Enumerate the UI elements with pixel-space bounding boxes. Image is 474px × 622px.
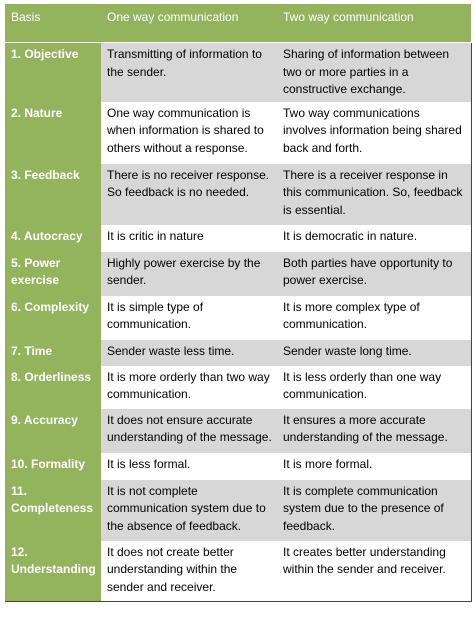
comparison-table-container — [5, 4, 471, 602]
table-row — [5, 409, 471, 453]
header-two-way: Two way communication — [277, 4, 471, 43]
row-basis: 1. Objective — [5, 43, 101, 102]
row-basis: 7. Time — [5, 340, 101, 366]
comparison-table — [5, 4, 472, 602]
row-one-way: It is more orderly than two way communication. — [101, 366, 277, 409]
row-two-way: It is more complex type of communication. — [277, 296, 471, 340]
row-basis: 11. Completeness — [5, 480, 101, 541]
table-row — [5, 480, 471, 541]
row-two-way: It is complete communication system due to the presence of feedback. — [277, 480, 471, 541]
header-basis: Basis — [5, 4, 101, 43]
row-two-way: Sharing of information between two or more parties in a constructive exchange. — [277, 43, 471, 102]
table-row — [5, 102, 471, 164]
row-basis: 5. Power exercise — [5, 252, 101, 296]
row-one-way: It does not ensure accurate understanding of the message. — [101, 409, 277, 453]
table-header-row — [5, 4, 471, 43]
row-two-way: Both parties have opportunity to power exercise. — [277, 252, 471, 296]
row-one-way: It does not create better understanding within the sender and receiver. — [101, 541, 277, 602]
row-basis: 9. Accuracy — [5, 409, 101, 453]
header-one-way: One way communication — [101, 4, 277, 43]
row-one-way: There is no receiver response. So feedback is no needed. — [101, 164, 277, 225]
row-one-way: It is critic in nature — [101, 225, 277, 252]
row-one-way: One way communication is when information is shared to others without a response. — [101, 102, 277, 164]
row-two-way: It is less orderly than one way communication. — [277, 366, 471, 409]
row-basis: 6. Complexity — [5, 296, 101, 340]
row-one-way: Transmitting of information to the sender. — [101, 43, 277, 102]
table-row — [5, 366, 471, 409]
table-row — [5, 340, 471, 366]
row-two-way: Two way communications involves information being shared back and forth. — [277, 102, 471, 164]
table-row — [5, 453, 471, 480]
table-row — [5, 43, 471, 102]
row-two-way: There is a receiver response in this communication. So, feedback is essential. — [277, 164, 471, 225]
row-one-way: It is less formal. — [101, 453, 277, 480]
row-two-way: Sender waste long time. — [277, 340, 471, 366]
row-basis: 12. Understanding — [5, 541, 101, 602]
table-row — [5, 296, 471, 340]
table-row — [5, 225, 471, 252]
row-two-way: It is democratic in nature. — [277, 225, 471, 252]
table-row — [5, 164, 471, 225]
row-basis: 2. Nature — [5, 102, 101, 164]
row-one-way: Highly power exercise by the sender. — [101, 252, 277, 296]
table-row — [5, 541, 471, 602]
row-basis: 4. Autocracy — [5, 225, 101, 252]
row-two-way: It is more formal. — [277, 453, 471, 480]
row-one-way: It is not complete communication system due to the absence of feedback. — [101, 480, 277, 541]
row-one-way: Sender waste less time. — [101, 340, 277, 366]
row-basis: 3. Feedback — [5, 164, 101, 225]
row-one-way: It is simple type of communication. — [101, 296, 277, 340]
row-basis: 8. Orderliness — [5, 366, 101, 409]
row-two-way: It creates better understanding within the sender and receiver. — [277, 541, 471, 602]
row-basis: 10. Formality — [5, 453, 101, 480]
table-row — [5, 252, 471, 296]
row-two-way: It ensures a more accurate understanding of the message. — [277, 409, 471, 453]
